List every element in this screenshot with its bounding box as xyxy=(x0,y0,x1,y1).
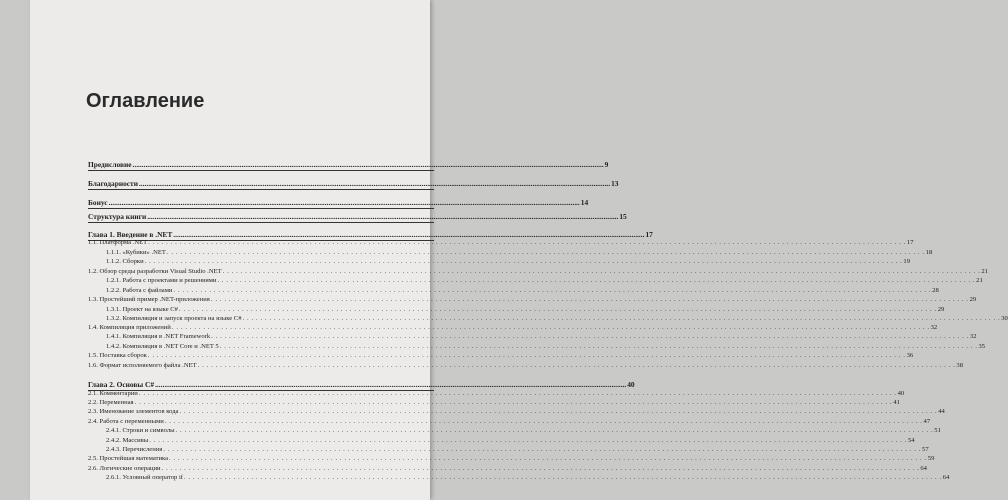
toc-entry xyxy=(88,287,939,295)
toc-entry xyxy=(88,399,900,407)
toc-leader-dots xyxy=(173,231,644,239)
toc-leader-dots xyxy=(149,437,907,445)
toc-entry-label: 1.4. Компиляция приложений xyxy=(88,324,171,331)
toc-entry-page: 9 xyxy=(604,160,609,169)
toc-entry-page: 51 xyxy=(934,427,941,434)
toc-entry xyxy=(88,258,910,266)
toc-entry-page: 29 xyxy=(937,306,945,313)
toc-entry xyxy=(88,446,929,454)
toc-entry-label: 2.4.2. Массивы xyxy=(106,437,149,444)
toc-entry-label: 2.1. Комментарии xyxy=(88,390,138,397)
toc-entry-page: 44 xyxy=(938,408,945,415)
toc-leader-dots xyxy=(167,249,925,257)
toc-leader-dots xyxy=(139,180,610,188)
toc-entry xyxy=(88,230,653,239)
book-page xyxy=(30,0,1008,500)
toc-entry-page: 35 xyxy=(978,343,986,350)
toc-entry-page: 54 xyxy=(907,437,915,444)
toc-leader-dots xyxy=(135,399,893,407)
toc-entry-page: 32 xyxy=(969,333,977,340)
toc-entry xyxy=(88,437,915,445)
toc-entry xyxy=(88,198,589,207)
toc-leader-dots xyxy=(198,362,956,370)
toc-entry xyxy=(88,390,905,398)
toc-leader-dots xyxy=(172,324,930,332)
toc-entry-label: 2.3. Именование элементов кода xyxy=(88,408,179,415)
toc-entry-label: Бонус xyxy=(88,198,108,207)
toc-leader-dots xyxy=(217,277,975,285)
toc-entry-page: 64 xyxy=(942,474,950,481)
toc-entry xyxy=(88,239,914,247)
toc-entry-label: Благодарности xyxy=(88,179,138,188)
toc-entry-label: 1.6. Формат исполняемого файла .NET xyxy=(88,362,197,369)
toc-entry-label: 2.6. Логические операции xyxy=(88,465,161,472)
toc-leader-dots xyxy=(173,287,931,295)
toc-entry xyxy=(88,324,938,332)
toc-entry-label: Предисловие xyxy=(88,160,132,169)
toc-entry-label: 2.2. Переменная xyxy=(88,399,134,406)
toc-entry-label: 2.4.3. Перечисления xyxy=(106,446,163,453)
toc-entry-page: 40 xyxy=(897,390,905,397)
toc-leader-dots xyxy=(179,306,937,314)
toc-entry-page: 59 xyxy=(927,455,935,462)
toc-leader-dots xyxy=(169,455,927,463)
toc-entry-page: 36 xyxy=(906,352,914,359)
page-title: Оглавление xyxy=(86,90,205,112)
section-rule xyxy=(88,189,434,190)
toc-entry-page: 13 xyxy=(611,179,619,188)
toc-entry-page: 41 xyxy=(893,399,900,406)
section-rule xyxy=(88,222,434,223)
toc-leader-dots xyxy=(211,296,969,304)
toc-entry xyxy=(88,277,983,285)
toc-entry xyxy=(88,455,935,463)
toc-entry-page: 64 xyxy=(920,465,927,472)
section-rule xyxy=(88,170,434,171)
toc-leader-dots xyxy=(109,199,580,207)
toc-entry-page: 21 xyxy=(976,277,983,284)
toc-entry-page: 17 xyxy=(645,230,653,239)
toc-entry xyxy=(88,179,619,188)
toc-entry-label: Структура книги xyxy=(88,212,147,221)
toc-entry xyxy=(88,249,933,257)
toc-entry xyxy=(88,268,988,276)
toc-entry xyxy=(88,362,963,370)
toc-entry-page: 30 xyxy=(1001,315,1008,322)
toc-entry xyxy=(88,352,914,360)
toc-entry-page: 28 xyxy=(932,287,939,294)
toc-leader-dots xyxy=(184,474,942,482)
toc-entry-label: Глава 2. Основы C# xyxy=(88,380,155,389)
toc-entry xyxy=(88,333,977,341)
toc-entry-label: 1.5. Поставка сборок xyxy=(88,352,147,359)
toc-leader-dots xyxy=(145,258,903,266)
toc-entry-label: 1.4.2. Компиляция в .NET Core и .NET 5 xyxy=(106,343,219,350)
toc-entry-page: 57 xyxy=(922,446,929,453)
toc-entry-page: 17 xyxy=(906,239,914,246)
toc-leader-dots xyxy=(179,408,937,416)
toc-leader-dots xyxy=(165,418,923,426)
toc-leader-dots xyxy=(148,239,906,247)
toc-leader-dots xyxy=(211,333,969,341)
toc-leader-dots xyxy=(148,352,906,360)
toc-entry xyxy=(88,380,635,389)
toc-leader-dots xyxy=(163,446,921,454)
toc-entry-label: 1.2.2. Работа с файлами xyxy=(106,287,173,294)
toc-entry-page: 18 xyxy=(925,249,933,256)
toc-entry xyxy=(88,315,1008,323)
toc-entry xyxy=(88,427,941,435)
toc-entry xyxy=(88,418,931,426)
toc-entry-page: 19 xyxy=(903,258,910,265)
toc-entry-label: 1.2. Обзор среды разработки Visual Studio .NET xyxy=(88,268,222,275)
toc-entry xyxy=(88,343,986,351)
toc-entry xyxy=(88,160,609,169)
toc-entry-label: 2.4.1. Строки и символы xyxy=(106,427,175,434)
toc-entry-label: 1.1.2. Сборки xyxy=(106,258,144,265)
toc-leader-dots xyxy=(176,427,934,435)
toc-entry xyxy=(88,212,627,221)
toc-leader-dots xyxy=(139,390,897,398)
toc-entry xyxy=(88,306,945,314)
toc-entry-label: 1.3.1. Проект на языке C# xyxy=(106,306,178,313)
toc-leader-dots xyxy=(155,381,626,389)
toc-entry-label: 1.4.1. Компиляция в .NET Framework xyxy=(106,333,211,340)
toc-entry-label: 1.1. Платформа .NET xyxy=(88,239,148,246)
toc-leader-dots xyxy=(243,315,1001,323)
toc-entry-page: 40 xyxy=(627,380,635,389)
toc-entry-label: 2.4. Работа с переменными xyxy=(88,418,164,425)
toc-entry-label: Глава 1. Введение в .NET xyxy=(88,230,173,239)
toc-entry-page: 47 xyxy=(923,418,931,425)
toc-entry-page: 15 xyxy=(619,212,627,221)
toc-entry-page: 32 xyxy=(930,324,938,331)
toc-entry xyxy=(88,465,927,473)
toc-leader-dots xyxy=(220,343,978,351)
toc-entry xyxy=(88,408,945,416)
toc-entry-label: 1.2.1. Работа с проектами и решениями xyxy=(106,277,217,284)
toc-entry-label: 1.1.1. «Кубики» .NET xyxy=(106,249,166,256)
toc-entry-page: 38 xyxy=(956,362,963,369)
toc-leader-dots xyxy=(133,161,604,169)
toc-entry-page: 29 xyxy=(969,296,977,303)
toc-entry-label: 2.5. Простейшая математика xyxy=(88,455,169,462)
toc-entry xyxy=(88,296,977,304)
toc-entry-page: 14 xyxy=(580,198,589,207)
toc-leader-dots xyxy=(147,213,618,221)
toc-leader-dots xyxy=(162,465,920,473)
toc-entry-page: 21 xyxy=(981,268,988,275)
section-rule xyxy=(88,208,434,209)
toc-entry-label: 1.3.2. Компиляция и запуск проекта на языке C# xyxy=(106,315,242,322)
toc-entry xyxy=(88,474,950,482)
toc-leader-dots xyxy=(223,268,981,276)
toc-entry-label: 1.3. Простейший пример .NET-приложения xyxy=(88,296,210,303)
toc-entry-label: 2.6.1. Условный оператор if xyxy=(106,474,183,481)
